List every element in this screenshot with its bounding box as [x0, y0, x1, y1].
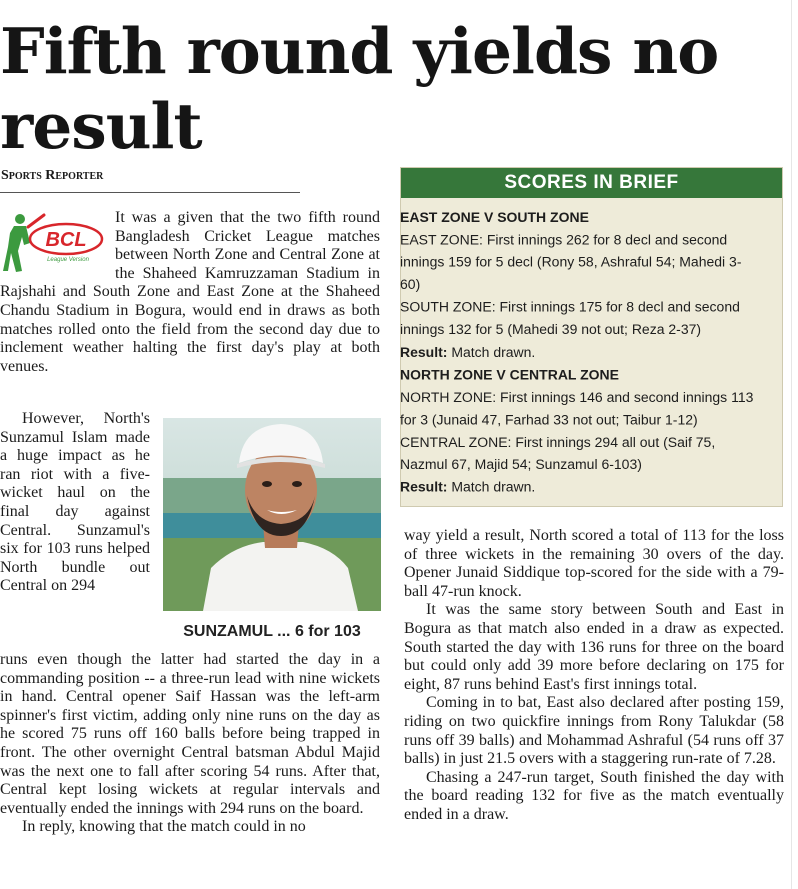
headline: Fifth round yields no result [0, 14, 719, 163]
match2-result [400, 477, 755, 499]
article-narrow-column [0, 410, 150, 596]
bcl-logo [0, 209, 115, 283]
player-photo [163, 418, 381, 611]
column-rule [791, 0, 792, 889]
match1-result-label: Result: [400, 344, 448, 361]
match2-result-value: Match drawn. [451, 479, 536, 496]
paragraph-5: Coming in to bat, East also declared after posting 159, riding on two quickfire innings from Rony Talukdar (58 runs off 39 balls) and Mohammad Ashraful (54 runs off 37 balls) in just 21.5 overs with a staggering run-rate of 7.28. [404, 694, 784, 768]
match2-title: NORTH ZONE V CENTRAL ZONE [400, 367, 619, 383]
article-column-left-bottom [0, 651, 380, 837]
paragraph-3-start: In reply, knowing that the match could in no [22, 818, 306, 836]
match1-title: EAST ZONE V SOUTH ZONE [400, 209, 589, 226]
scores-box-body [400, 207, 755, 499]
match1-team1: EAST ZONE: First innings 262 for 8 decl and second innings 159 for 5 decl (Rony 58, Ashraful 54; Mahedi 3-60) [400, 232, 742, 294]
paragraph-2-start: However, North's Sunzamul Islam made a huge impact as he ran riot with a five-wicket haul on the final day against Central. Sunzamul's six for 103 runs helped North bundle out Central on 294 [0, 410, 150, 595]
paragraph-1: It was a given that the two fifth round Bangladesh Cricket League matches between North Zone and Central Zone at the Shaheed Kamruzzaman Stadium in Rajshahi and South Zone and East Zone at the Shaheed Chandu Stadium in Bogura, would end in draws as both matches rolled onto the field from the second day due to inclement weather halting the first day's play at both venues. [0, 209, 380, 375]
match2-team2: CENTRAL ZONE: First innings 294 all out (Saif 75, Nazmul 67, Majid 54; Sunzamul 6-103) [400, 434, 716, 473]
article-column-right [404, 527, 784, 825]
paragraph-4: It was the same story between South and East in Bogura as that match also ended in a draw as expected. South started the day with 136 runs for three on the board but could only add 39 more before declaring on 175 for eight, 87 runs behind East's first innings total. [404, 601, 784, 693]
logo-text: BCL [45, 229, 87, 251]
photo-caption: SUNZAMUL ... 6 for 103 [183, 623, 361, 640]
article-column-left-top [0, 209, 380, 376]
match1-result-value: Match drawn. [451, 344, 536, 361]
paragraph-3-continued: way yield a result, North scored a total of 113 for the loss of three wickets in the remaining 30 overs of the day. Opener Junaid Siddique top-scored for the side with a 79-ball 47-run knock. [404, 527, 784, 600]
logo-subtext: League Version [47, 257, 89, 263]
byline-rule [0, 192, 300, 193]
byline: Sports Reporter [1, 168, 104, 183]
match1-result [400, 342, 755, 364]
match2-result-label: Result: [400, 479, 448, 496]
match1-team2: SOUTH ZONE: First innings 175 for 8 decl and second innings 132 for 5 (Mahedi 39 not out; Reza 2-37) [400, 299, 740, 339]
paragraph-6: Chasing a 247-run target, South finished the day with the board reading 132 for five as the match eventually ended in a draw. [404, 768, 784, 823]
scores-box-title: SCORES IN BRIEF [401, 168, 782, 198]
match2-team1: NORTH ZONE: First innings 146 and second innings 113 for 3 (Junaid 47, Farhad 33 not out; Taibur 1-12) [400, 389, 754, 428]
paragraph-2-continued: runs even though the latter had started the day in a commanding position -- a three-run lead with nine wickets in hand. Central opener Saif Hassan was the left-arm spinner's first victim, adding only nine runs on the day as he scored 75 runs off 160 balls before being trapped in front. The other overnight Central batsman Abdul Majid was the next one to fall after scoring 54 runs. After that, Central kept losing wickets at regular intervals and eventually ended the innings with 294 runs on the board. [0, 651, 380, 817]
